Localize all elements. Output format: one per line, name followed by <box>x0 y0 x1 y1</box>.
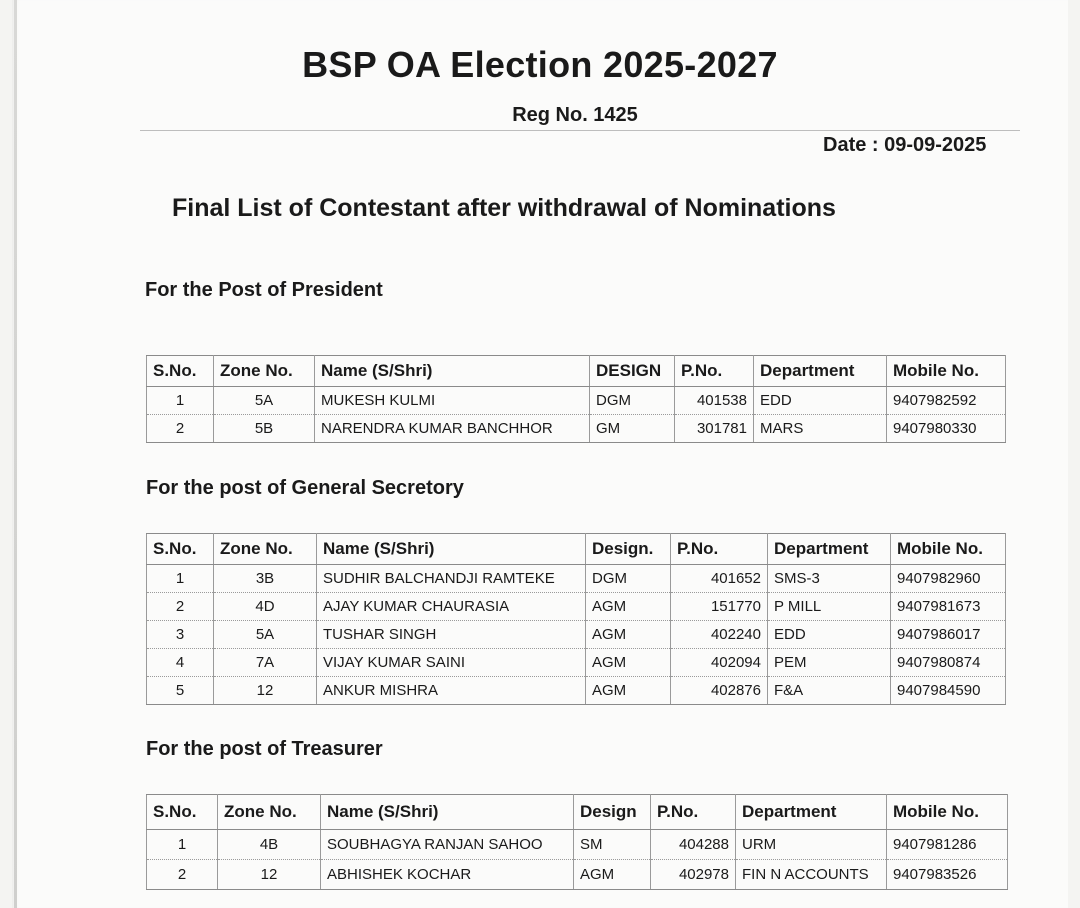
table-row: 1 4B SOUBHAGYA RANJAN SAHOO SM 404288 URM 9407981286 <box>147 830 1008 860</box>
list-heading: Final List of Contestant after withdrawal of Nominations <box>172 194 836 222</box>
header-divider <box>140 130 1020 131</box>
registration-number: Reg No. 1425 <box>512 104 638 126</box>
general-secretary-table <box>146 533 1006 705</box>
col-design: Design <box>574 795 651 830</box>
col-zone: Zone No. <box>218 795 321 830</box>
col-sno: S.No. <box>147 356 214 387</box>
document-title: BSP OA Election 2025-2027 <box>302 44 778 85</box>
section-general-secretary-title: For the post of General Secretory <box>146 477 464 499</box>
table-row: 1 3B SUDHIR BALCHANDJI RAMTEKE DGM 401652 SMS-3 9407982960 <box>147 565 1006 593</box>
section-treasurer-title: For the post of Treasurer <box>146 738 383 760</box>
table-row: 4 7A VIJAY KUMAR SAINI AGM 402094 PEM 9407980874 <box>147 649 1006 677</box>
col-name: Name (S/Shri) <box>317 534 586 565</box>
col-mobile: Mobile No. <box>891 534 1006 565</box>
col-pno: P.No. <box>651 795 736 830</box>
col-zone: Zone No. <box>214 356 315 387</box>
col-name: Name (S/Shri) <box>315 356 590 387</box>
treasurer-table <box>146 794 1008 890</box>
document-date: Date : 09-09-2025 <box>823 134 987 156</box>
table-row: 1 5A MUKESH KULMI DGM 401538 EDD 9407982592 <box>147 387 1006 415</box>
col-design: Design. <box>586 534 671 565</box>
table-row: 3 5A TUSHAR SINGH AGM 402240 EDD 9407986017 <box>147 621 1006 649</box>
col-department: Department <box>754 356 887 387</box>
table-row: 2 12 ABHISHEK KOCHAR AGM 402978 FIN N ACCOUNTS 9407983526 <box>147 860 1008 890</box>
col-mobile: Mobile No. <box>887 795 1008 830</box>
table-row: 2 4D AJAY KUMAR CHAURASIA AGM 151770 P MILL 9407981673 <box>147 593 1006 621</box>
col-sno: S.No. <box>147 795 218 830</box>
table-header-row <box>147 795 1008 830</box>
president-table <box>146 355 1006 443</box>
col-sno: S.No. <box>147 534 214 565</box>
section-president-title: For the Post of President <box>145 279 383 301</box>
col-pno: P.No. <box>675 356 754 387</box>
col-zone: Zone No. <box>214 534 317 565</box>
table-header-row <box>147 534 1006 565</box>
col-design: DESIGN <box>590 356 675 387</box>
col-mobile: Mobile No. <box>887 356 1006 387</box>
page-edge <box>14 0 17 908</box>
table-header-row <box>147 356 1006 387</box>
table-row: 2 5B NARENDRA KUMAR BANCHHOR GM 301781 MARS 9407980330 <box>147 415 1006 443</box>
table-row: 5 12 ANKUR MISHRA AGM 402876 F&A 9407984590 <box>147 677 1006 705</box>
col-department: Department <box>736 795 887 830</box>
col-pno: P.No. <box>671 534 768 565</box>
col-name: Name (S/Shri) <box>321 795 574 830</box>
col-department: Department <box>768 534 891 565</box>
